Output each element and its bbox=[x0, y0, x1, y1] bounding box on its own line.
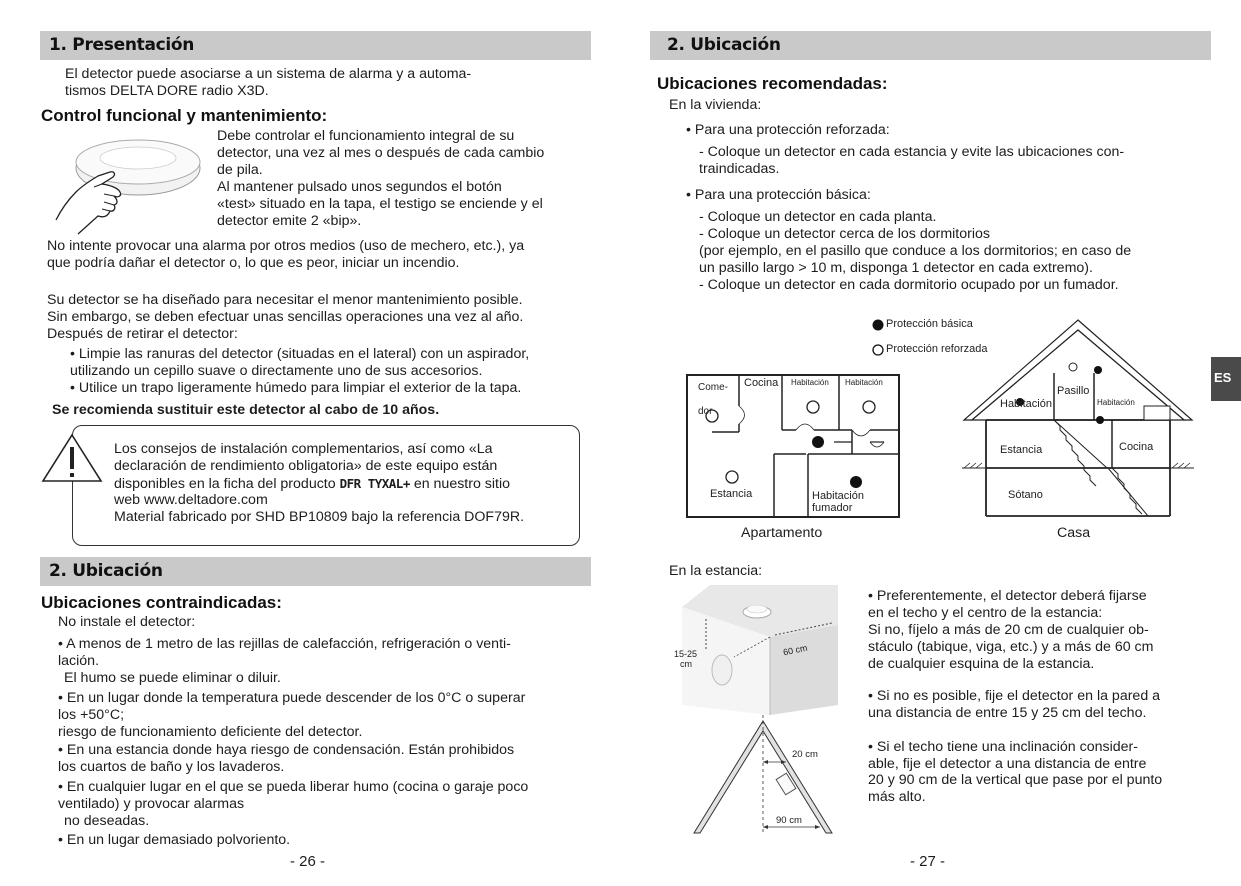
recommended-heading: Ubicaciones recomendadas: bbox=[657, 74, 888, 93]
basica-text-4: un pasillo largo > 10 m, disponga 1 detector en cada extremo). bbox=[699, 260, 1093, 276]
language-tab bbox=[1211, 357, 1241, 401]
house-estancia: Estancia bbox=[1000, 444, 1043, 456]
placement-para-3-line-3: 20 y 90 cm de la vertical que pase por el punto bbox=[868, 772, 1163, 788]
basica-text-1: - Coloque un detector en cada planta. bbox=[699, 209, 937, 225]
section-2-right-header-bar bbox=[650, 31, 1211, 60]
contra-line-7: • En una estancia donde haya riesgo de condensación. Están prohibidos bbox=[58, 742, 515, 758]
placement-para-1-line-2: en el techo y el centro de la estancia: bbox=[868, 605, 1103, 621]
control-text-3: de pila. bbox=[217, 162, 263, 178]
control-heading: Control funcional y mantenimiento: bbox=[41, 106, 328, 125]
product-name: DFR TYXAL+ bbox=[339, 476, 410, 491]
legend-reinforced-label: Protección reforzada bbox=[886, 343, 988, 355]
notice-line-2: declaración de rendimiento obligatoria» de este equipo están bbox=[114, 458, 498, 474]
house-cocina: Cocina bbox=[1119, 441, 1154, 453]
hand-pressing-detector-illustration bbox=[48, 130, 208, 235]
control-text-1: Debe controlar el funcionamiento integral de su bbox=[217, 128, 515, 144]
sloped-ceiling-diagram bbox=[688, 715, 838, 837]
contra-line-1: • A menos de 1 metro de las rejillas de calefacción, refrigeración o venti- bbox=[58, 636, 511, 652]
reforzada-text-2: traindicadas. bbox=[699, 161, 780, 177]
vivienda-label: En la vivienda: bbox=[669, 97, 762, 113]
maintenance-line-2: Sin embargo, se deben efectuar unas sencillas operaciones una vez al año. bbox=[47, 309, 524, 325]
notice-line-4: web www.deltadore.com bbox=[114, 492, 268, 508]
house-habitacion-left: Habitación bbox=[1000, 398, 1052, 410]
contra-line-5: los +50°C; bbox=[58, 707, 125, 723]
apt-estancia: Estancia bbox=[710, 488, 753, 500]
apt-fumador-2: fumador bbox=[812, 502, 853, 514]
house-habitacion-right: Habitación bbox=[1097, 398, 1135, 407]
placement-para-3-line-1: • Si el techo tiene una inclinación consider- bbox=[868, 739, 1138, 755]
dim-20cm: 20 cm bbox=[792, 749, 818, 760]
maintenance-bullet-1-cont: utilizando un cepillo suave o directamente uno de sus accesorios. bbox=[70, 363, 483, 379]
basica-text-2: - Coloque un detector cerca de los dormitorios bbox=[699, 226, 990, 242]
placement-para-1-line-1: • Preferentemente, el detector deberá fijarse bbox=[868, 588, 1147, 604]
contra-line-10: ventilado) y provocar alarmas bbox=[58, 796, 245, 812]
notice-line-5: Material fabricado por SHD BP10809 bajo la referencia DOF79R. bbox=[114, 509, 525, 525]
reforzada-bullet: • Para una protección reforzada: bbox=[686, 122, 890, 138]
section-2-left-header-bar bbox=[40, 557, 591, 586]
maintenance-bullet-2: • Utilice un trapo ligeramente húmedo para limpiar el exterior de la tapa. bbox=[70, 380, 522, 396]
control-text-6: detector emite 2 «bip». bbox=[217, 213, 362, 229]
dim-15-25-unit: cm bbox=[680, 659, 692, 669]
contra-line-6: riesgo de funcionamiento deficiente del detector. bbox=[58, 724, 363, 740]
basica-bullet: • Para una protección básica: bbox=[686, 187, 871, 203]
control-text-2: detector, una vez al mes o después de cada cambio bbox=[217, 145, 545, 161]
section-2-left-title: 2. Ubicación bbox=[49, 561, 163, 581]
reforzada-text-1: - Coloque un detector en cada estancia y evite las ubicaciones con- bbox=[699, 144, 1125, 160]
language-tab-label: ES bbox=[1214, 370, 1232, 385]
contra-line-2: lación. bbox=[58, 653, 100, 669]
control-text-4: Al mantener pulsado unos segundos el botón bbox=[217, 179, 502, 195]
notice-line-3 bbox=[114, 475, 510, 493]
placement-para-2-line-2: una distancia de entre 15 y 25 cm del techo. bbox=[868, 705, 1147, 721]
warning-line-1: No intente provocar una alarma por otros medios (uso de mechero, etc.), ya bbox=[47, 238, 525, 254]
apartment-caption: Apartamento bbox=[741, 525, 823, 541]
apt-cocina: Cocina bbox=[744, 377, 779, 389]
section-1-title: 1. Presentación bbox=[49, 35, 195, 55]
notice-line-3-post: en nuestro sitio bbox=[413, 476, 511, 492]
maintenance-line-3: Después de retirar el detector: bbox=[47, 326, 238, 342]
basica-text-5: - Coloque un detector en cada dormitorio ocupado por un fumador. bbox=[699, 277, 1119, 293]
dim-90cm: 90 cm bbox=[776, 815, 802, 826]
contra-line-11: no deseadas. bbox=[64, 813, 150, 829]
legend-basic-label: Protección básica bbox=[886, 318, 973, 330]
contraindicated-heading: Ubicaciones contraindicadas: bbox=[41, 593, 282, 612]
notice-line-3-pre: disponibles en la ficha del producto bbox=[114, 476, 336, 492]
intro-line-2: tismos DELTA DORE radio X3D. bbox=[65, 83, 269, 99]
notice-line-1: Los consejos de instalación complementarios, así como «La bbox=[114, 441, 493, 457]
legend-reinforced-circle-icon bbox=[872, 344, 884, 356]
contra-line-12: • En un lugar demasiado polvoriento. bbox=[58, 832, 291, 848]
apt-habitacion-2: Habitación bbox=[845, 378, 883, 387]
page-number-left: - 26 - bbox=[290, 853, 326, 870]
replace-recommendation: Se recomienda sustituir este detector al cabo de 10 años. bbox=[52, 402, 440, 418]
house-caption: Casa bbox=[1057, 525, 1091, 541]
maintenance-bullet-1: • Limpie las ranuras del detector (situadas en el lateral) con un aspirador, bbox=[70, 346, 530, 362]
apt-comedor-1: Come- bbox=[698, 382, 729, 393]
maintenance-line-1: Su detector se ha diseñado para necesitar el menor mantenimiento posible. bbox=[47, 292, 523, 308]
house-pasillo: Pasillo bbox=[1057, 385, 1090, 397]
exclamation-triangle-icon bbox=[40, 432, 104, 484]
placement-para-1-line-3: Si no, fíjelo a más de 20 cm de cualquier ob- bbox=[868, 622, 1149, 638]
contra-line-8: los cuartos de baño y los lavaderos. bbox=[58, 759, 285, 775]
legend-basic-dot-icon bbox=[872, 319, 884, 331]
warning-line-2: que podría dañar el detector o, lo que es peor, iniciar un incendio. bbox=[47, 255, 460, 271]
dim-60cm: 60 cm bbox=[782, 642, 809, 658]
contraindicated-intro: No instale el detector: bbox=[58, 614, 196, 630]
intro-line-1: El detector puede asociarse a un sistema de alarma y a automa- bbox=[65, 66, 472, 82]
page-number-right: - 27 - bbox=[910, 853, 946, 870]
section-2-right-title: 2. Ubicación bbox=[667, 35, 781, 55]
section-1-header-bar bbox=[40, 31, 591, 60]
basica-text-3: (por ejemplo, en el pasillo que conduce a los dormitorios; en caso de bbox=[699, 243, 1132, 259]
placement-para-1-line-5: de cualquier esquina de la estancia. bbox=[868, 656, 1095, 672]
contra-line-9: • En cualquier lugar en el que se pueda liberar humo (cocina o garaje poco bbox=[58, 779, 529, 795]
house-cross-section bbox=[962, 318, 1197, 520]
placement-para-2-line-1: • Si no es posible, fije el detector en la pared a bbox=[868, 688, 1161, 704]
dim-15-25: 15-25 bbox=[674, 649, 698, 659]
placement-para-3-line-2: able, fije el detector a una distancia de entre bbox=[868, 756, 1147, 772]
apt-habitacion-1: Habitación bbox=[791, 378, 829, 387]
control-text-5: «test» situado en la tapa, el testigo se enciende y el bbox=[217, 196, 543, 212]
estancia-label: En la estancia: bbox=[669, 563, 763, 579]
house-sotano: Sótano bbox=[1008, 489, 1043, 501]
contra-line-4: • En un lugar donde la temperatura puede descender de los 0°C o superar bbox=[58, 690, 526, 706]
contra-line-3: El humo se puede eliminar o diluir. bbox=[64, 670, 281, 686]
apt-comedor-2: dor bbox=[698, 406, 713, 417]
placement-para-3-line-4: más alto. bbox=[868, 789, 926, 805]
apt-fumador-1: Habitación bbox=[812, 490, 864, 502]
placement-para-1-line-4: stáculo (tabique, viga, etc.) y a más de 60 cm bbox=[868, 639, 1154, 655]
